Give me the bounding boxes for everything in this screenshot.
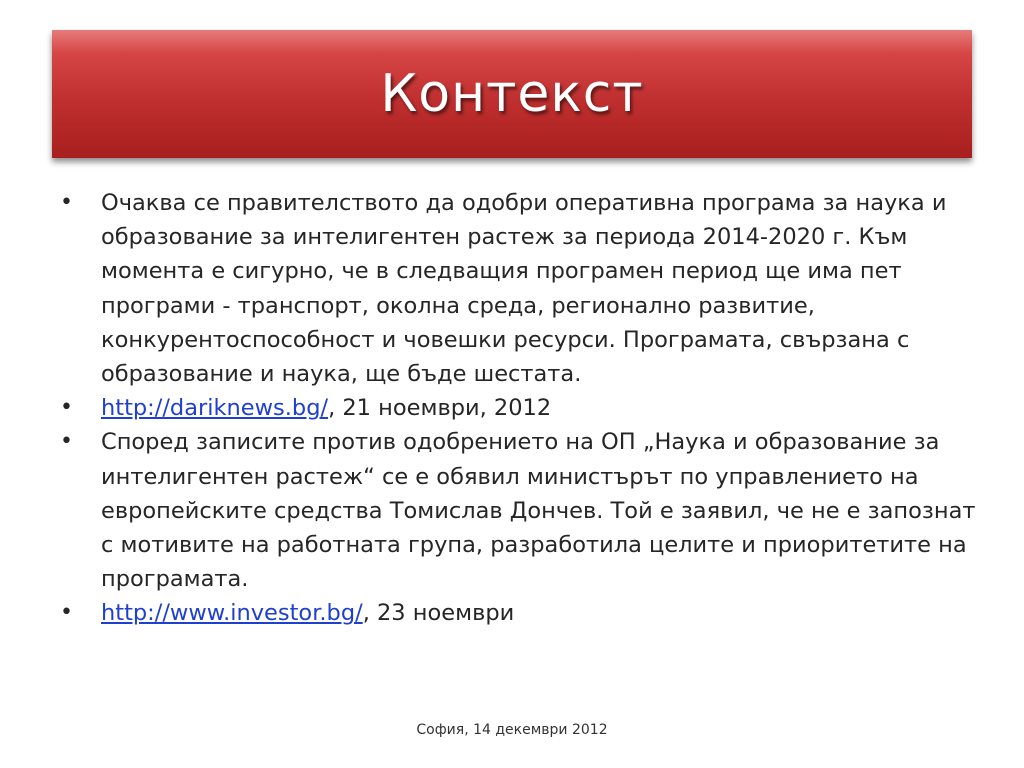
link-suffix: , 23 ноември <box>362 600 515 627</box>
bullet-item <box>58 391 988 425</box>
slide-title: Контекст <box>380 64 644 124</box>
link-suffix: , 21 ноември, 2012 <box>328 395 552 422</box>
bullet-dot-icon: • <box>60 395 73 421</box>
bullet-text: Според записите против одобрението на ОП „Наука и образование за интелигентен растеж“ се е обявил министърът по управлението на европейските средства Томислав Дончев. Той е заявил, че не е запознат с мотивите на работната група, разработила целите и приоритетите на програмата. <box>101 429 976 593</box>
bullet-text: Очаква се правителството да одобри оперативна програма за наука и образование за интелигентен растеж за периода 2014-2020 г. Към момента е сигурно, че в следващия програмен период ще има пет програми - транспорт, околна среда, регионално развитие, конкурентоспособност и човешки ресурси. Програмата, свързана с образование и наука, ще бъде шестата. <box>101 190 947 388</box>
bullet-item <box>58 596 988 630</box>
source-link-dariknews[interactable]: http://dariknews.bg/ <box>101 395 329 422</box>
bullet-item <box>58 425 988 596</box>
bullet-dot-icon: • <box>60 429 73 455</box>
bullet-item <box>58 186 988 391</box>
title-banner <box>52 30 972 158</box>
bullet-dot-icon: • <box>60 190 73 215</box>
bullet-list <box>58 186 988 631</box>
source-link-investor[interactable]: http://www.investor.bg/ <box>101 600 363 627</box>
slide-footer: София, 14 декември 2012 <box>416 722 608 738</box>
slide-content <box>58 186 988 631</box>
bullet-dot-icon: • <box>60 600 73 626</box>
